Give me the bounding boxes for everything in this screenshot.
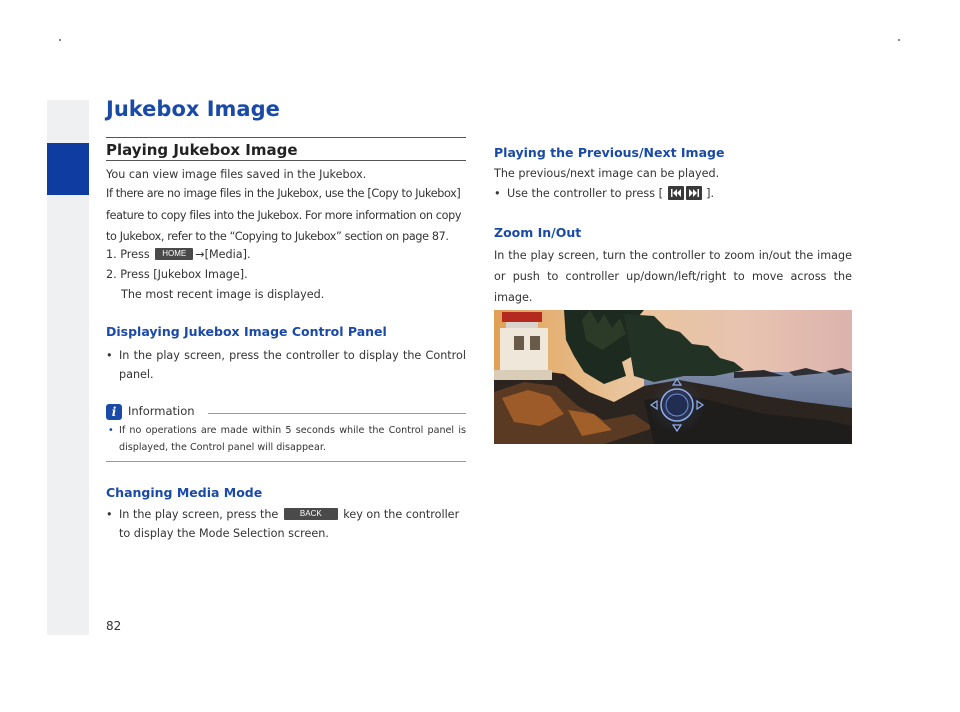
media-mode-title: Changing Media Mode	[106, 485, 263, 500]
bullet-dot: •	[106, 349, 113, 362]
prev-next-bullet-text	[494, 184, 852, 203]
section-top-rule	[106, 137, 466, 138]
skip-next-icon	[686, 186, 702, 200]
section-title: Playing Jukebox Image	[106, 141, 298, 159]
zoom-title: Zoom In/Out	[494, 225, 582, 240]
intro-line-3: feature to copy files into the Jukebox. For more information on copy	[106, 209, 462, 222]
prev-next-title: Playing the Previous/Next Image	[494, 145, 725, 160]
information-note-text: If no operations are made within 5 seconds while the Control panel is displayed, the Control panel will disappear.	[119, 425, 466, 453]
crop-mark-right	[898, 39, 900, 41]
control-panel-text: In the play screen, press the controller to display the Control panel.	[119, 349, 466, 381]
prev-next-text: The previous/next image can be played.	[494, 167, 720, 180]
info-bullet-dot: •	[108, 425, 114, 436]
information-label: Information	[128, 404, 195, 418]
intro-line-2: If there are no image files in the Jukebox, use the [Copy to Jukebox]	[106, 187, 461, 200]
crop-mark-left	[59, 39, 61, 41]
zoom-text: In the play screen, turn the controller to zoom in/out the image or push to controller up/down/left/right to move across the image.	[494, 249, 852, 304]
intro-line-4: to Jukebox, refer to the “Copying to Jukebox” section on page 87.	[106, 230, 449, 243]
step-1-number: 1.	[106, 248, 117, 261]
prev-next-pre: Use the controller to press [	[507, 187, 664, 200]
information-top-rule	[208, 413, 466, 414]
intro-line-1: You can view image files saved in the Jukebox.	[106, 168, 367, 181]
controller-dial-icon	[649, 377, 705, 433]
prev-next-post: ].	[706, 187, 715, 200]
information-bottom-rule	[106, 461, 466, 462]
home-key-icon: HOME	[155, 248, 193, 260]
page-title: Jukebox Image	[106, 97, 280, 121]
chapter-tab-marker	[47, 143, 89, 195]
media-mode-text	[106, 505, 466, 543]
control-panel-bullet	[106, 346, 466, 384]
back-key-icon: BACK	[284, 508, 338, 520]
section-bottom-rule	[106, 160, 466, 161]
step-1-post: →[Media].	[195, 248, 251, 261]
lighthouse-photo	[494, 310, 852, 444]
information-note	[108, 422, 466, 456]
skip-previous-icon	[668, 186, 684, 200]
step-1-pre: Press	[120, 248, 150, 261]
media-mode-pre: In the play screen, press the	[119, 508, 279, 521]
info-icon: i	[106, 404, 122, 420]
step-2	[106, 265, 248, 284]
step-2-text: Press [Jukebox Image].	[120, 268, 248, 281]
media-mode-post: key on the controller to display the Mode Selection screen.	[119, 508, 460, 540]
media-mode-bullet	[106, 505, 466, 543]
control-panel-title: Displaying Jukebox Image Control Panel	[106, 324, 387, 339]
bullet-dot: •	[106, 508, 113, 521]
step-2-sub: The most recent image is displayed.	[121, 288, 325, 301]
step-1	[106, 245, 251, 264]
step-2-number: 2.	[106, 268, 117, 281]
page-number: 82	[106, 619, 122, 633]
prev-next-bullet	[494, 184, 852, 203]
bullet-dot: •	[494, 187, 501, 200]
